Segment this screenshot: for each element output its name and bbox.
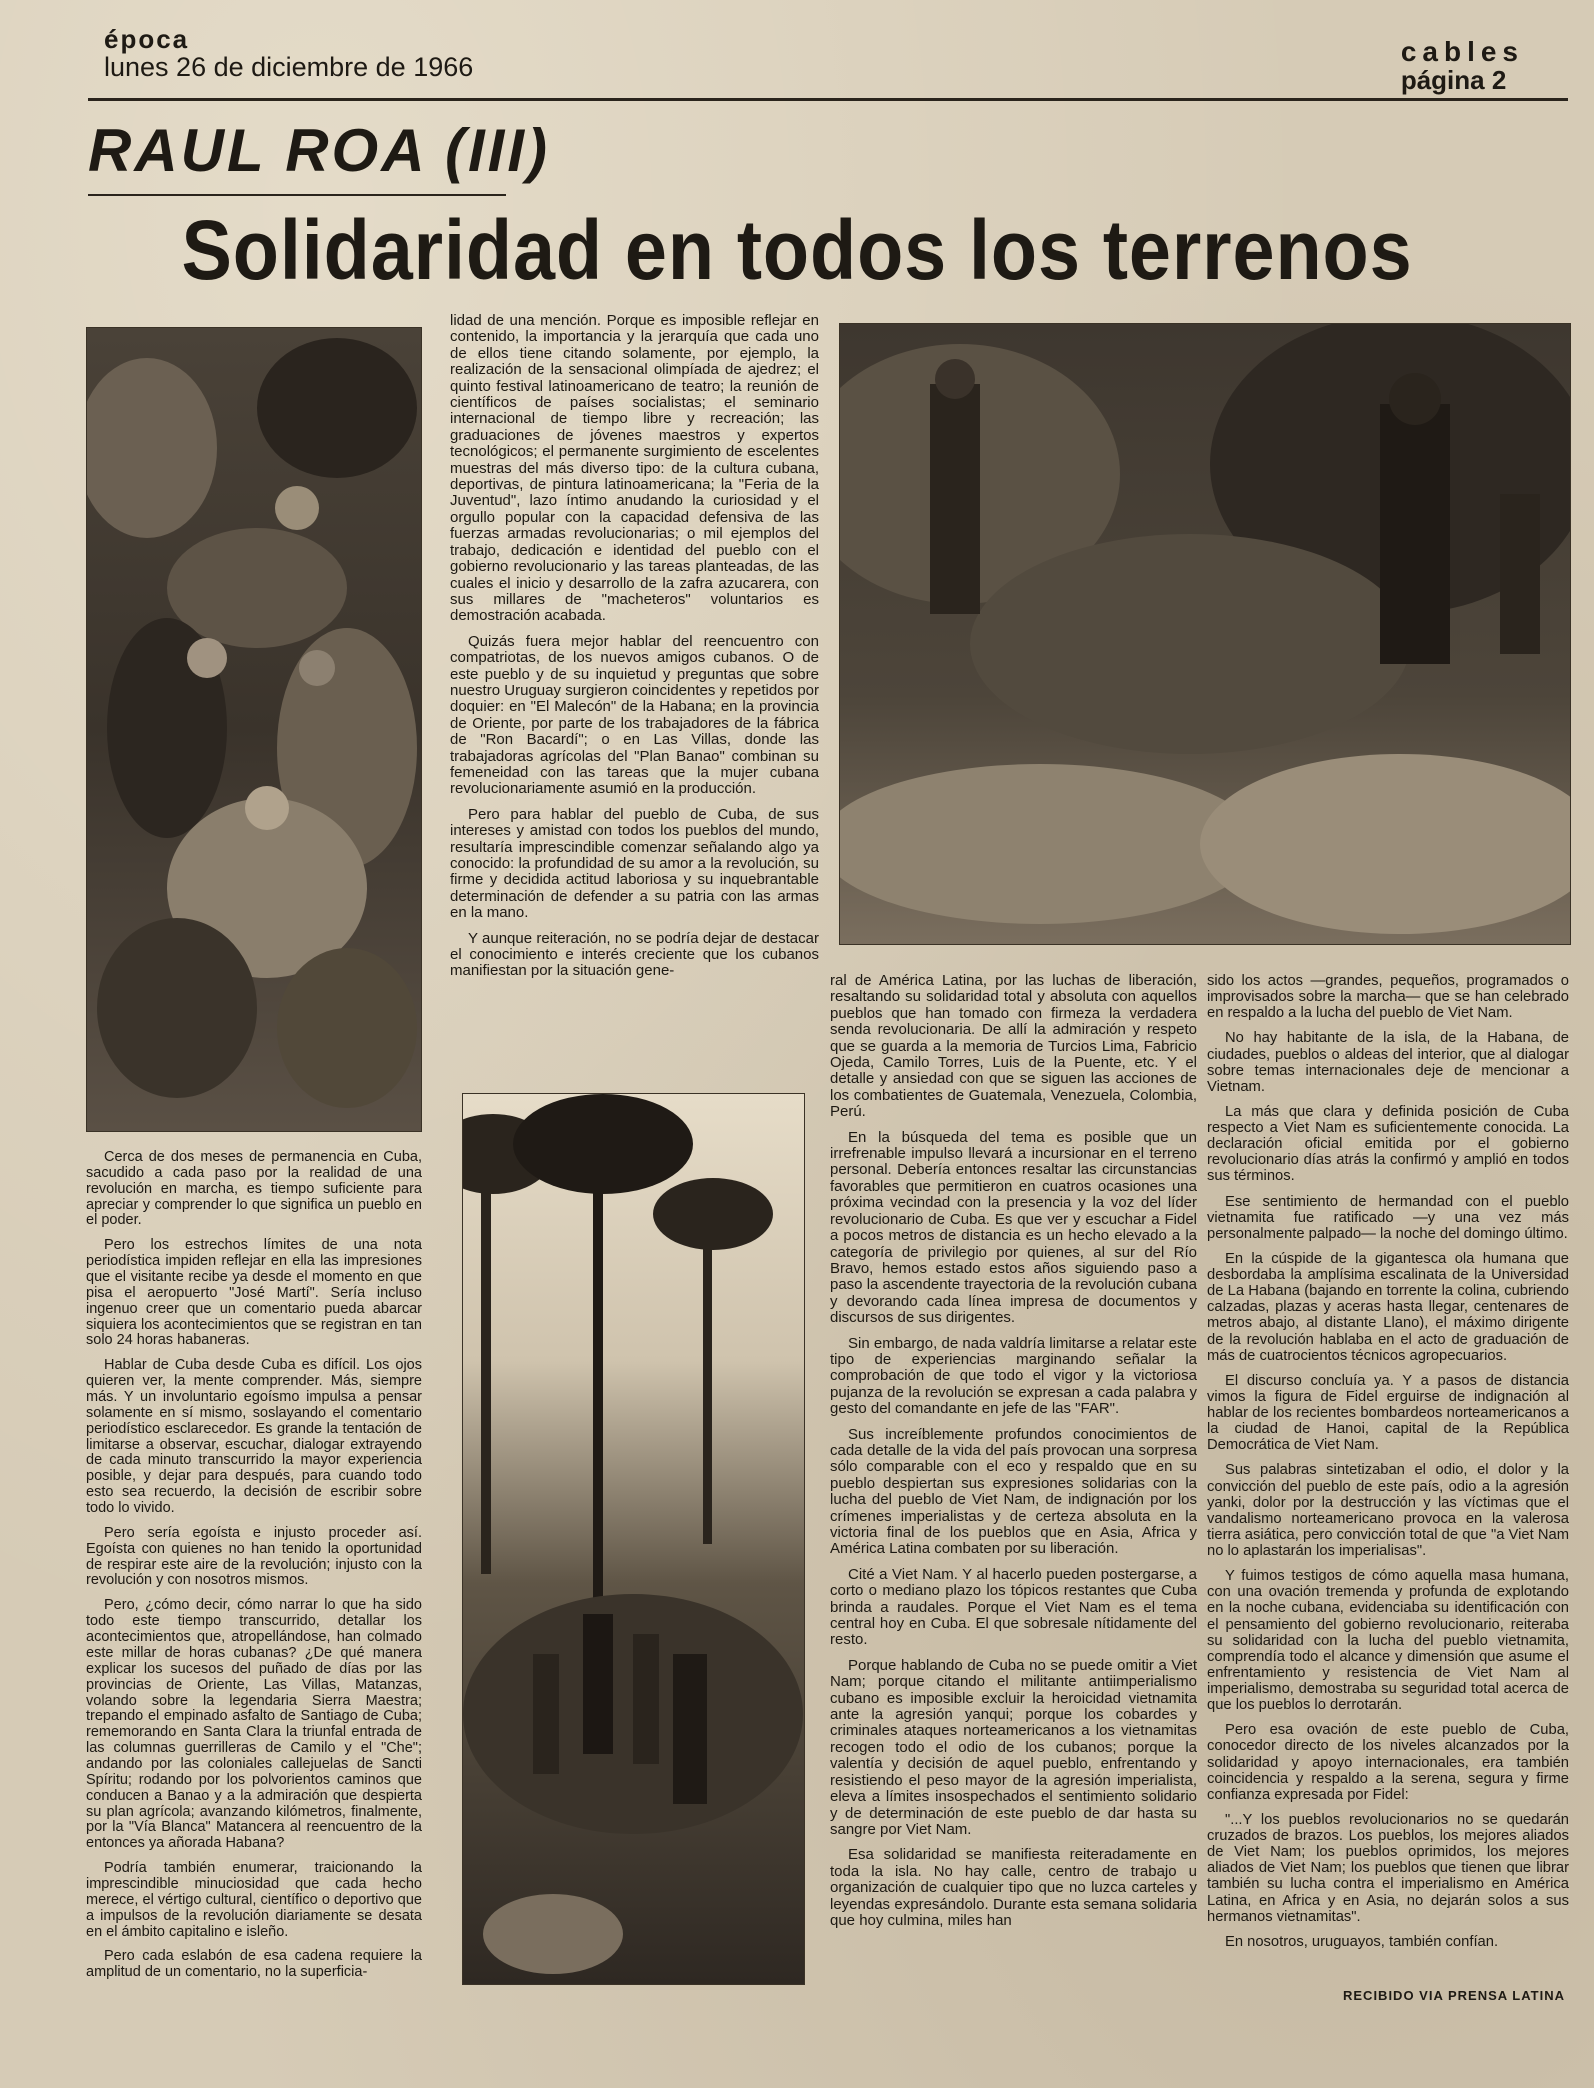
article-column-4 (1207, 973, 1569, 1985)
paragraph: El discurso concluía ya. Y a pasos de distancia vimos la figura de Fidel erguirse de indignación al hablar de los recientes bombardeos norteamericanos a la ciudad de Hanoi, capital de la República Democrática de Viet Nam. (1207, 1372, 1569, 1454)
paragraph: "...Y los pueblos revolucionarios no se quedarán cruzados de brazos. Los pueblos, los mejores aliados de Viet Nam; los pueblos oprimidos, los mejores aliados de Viet Nam; los pueblos que tienen que librar también su lucha contra el imperialismo en América Latina, en Africa y en Asia, no dejarán solos a sus hermanos vietnamitas". (1207, 1811, 1569, 1925)
paragraph: Pero cada eslabón de esa cadena requiere la amplitud de un comentario, no la superficia- (86, 1948, 422, 1981)
paragraph: Sin embargo, de nada valdría limitarse a relatar este tipo de experiencias marginando señalar la comprobación de que todo el vigor y la victoriosa pujanza de la revolución se expresan a cada palabra y gesto del comandante en jefe de las "FAR". (830, 1334, 1197, 1418)
paragraph: Cité a Viet Nam. Y al hacerlo pueden postergarse, a corto o mediano plazo los tópicos restantes que Cuba brinda a raudales. Porque el Viet Nam es el tema central hoy en Cuba. El que sobresale nítidamente del resto. (830, 1565, 1197, 1649)
paragraph: Ese sentimiento de hermandad con el pueblo vietnamita fue ratificado —y una vez más personalmente palpado— la noche del domingo último. (1207, 1193, 1569, 1242)
paragraph: Porque hablando de Cuba no se puede omitir a Viet Nam; porque citando el militante antiimperialismo cubano es imposible excluir la heroicidad vietnamita ante la agresión yanqui; porque los cobardes y criminales ataques norteamericanos a los vietnamitas recogen todo el odio de los cubanos; porque la valentía y decisión de aquel pueblo, enfrentando y resistiendo el peso mayor de la agresión imperialista, eleva a límites insospechados el sentimiento solidario y de determinación de este pueblo de dar hasta su sangre por Viet Nam. (830, 1656, 1197, 1838)
publication-name: época (104, 24, 190, 54)
paragraph: Sus palabras sintetizaban el odio, el dolor y la convicción del pueblo de este país, odio a la agresión yanki, dolor por la destrucción y las víctimas que el vandalismo norteamericano provoca en la valerosa tierra asiática, pero convicción total de que "a Viet Nam no lo aplastarán los imperialisas". (1207, 1462, 1569, 1559)
paragraph: Pero esa ovación de este pueblo de Cuba, conocedor directo de los niveles alcanzados por la solidaridad y apoyo internacionales, era también coincidencia y respaldo a la serena, segura y firme confianza expresada por Fidel: (1207, 1722, 1569, 1803)
paragraph: lidad de una mención. Porque es imposible reflejar en contenido, la importancia y la jerarquía que cada uno de ellos tiene citando solamente, por ejemplo, la realización de la sensacional olimpíada de ajedrez; el quinto festival latinoamericano de teatro; la reunión de científicos de países socialistas; el seminario internacional de tiempo libre y recreación; las graduaciones de jóvenes maestros y expertos tecnológicos; el permanente surgimiento de escelentes muestras del más diverso tipo: de la cultura cubana, deportivas, de pintura latinoamericana; la "Feria de la Juventud", lazo íntimo anudando la curiosidad y el orgullo popular con la capacidad defensiva de las fuerzas armadas revolucionarias; o mil ejemplos del trabajo, dedicación e identidad del pueblo con el gobierno revolucionario y las tareas planteadas, de las cuales el inicio y desarrollo de la zafra azucarera, con sus millares de "macheteros" voluntarios es demostración acabada. (450, 313, 819, 625)
paragraph: Podría también enumerar, traicionando la imprescindible minuciosidad que cada hecho merece, el vértigo cultural, científico o deportivo que a impulsos de la revolución diariamente se desata en el ámbito capitalino e isleño. (86, 1860, 422, 1940)
article-column-3 (830, 973, 1197, 1990)
paragraph: Pero, ¿cómo decir, cómo narrar lo que ha sido todo este tiempo transcurrido, detallar los acontecimientos que, atropellándose, han colmado este millar de horas cubanas? ¿De qué manera explicar los sucesos del puñado de días por las provincias de Oriente, Las Villas, Matanzas, volando sobre la legendaria Sierra Maestra; trepando el empinado asfalto de Santiago de Cuba; rememorando en Santa Clara la triunfal entrada de las columnas guerrilleras de Camilo y el "Che"; andando por las coloniales callejuelas de Sancti Spíritu; rodando por los polvorientos caminos que conducen a Banao y a la admiración que despierta su plan agrícola; avanzando kilómetros, finalmente, por la "Vía Blanca" Matancera al reencuentro de la entonces ya añorada Habana? (86, 1597, 422, 1852)
photo-soldiers (839, 323, 1571, 945)
page-number: página 2 (1400, 65, 1507, 95)
paragraph: Esa solidaridad se manifiesta reiteradamente en toda la isla. No hay calle, centro de trabajo u organización de cualquier tipo que no luzca carteles y leyendas expresándolo. Durante esta semana solidaria que hoy culmina, miles han (830, 1846, 1197, 1929)
paragraph: ral de América Latina, por las luchas de liberación, resaltando su solidaridad total y absoluta con aquellos pueblos que han tomado con firmeza la verdadera senda revolucionaria. De allí la admiración y respeto que se guarda a la memoria de Turcios Lima, Fabricio Ojeda, Camilo Torres, Luis de la Puente, etc. Y el detalle y ansiedad con que se siguen las acciones de los combatientes de Guatemala, Venezuela, Colombia, Perú. (830, 973, 1197, 1121)
issue-date: lunes 26 de diciembre de 1966 (104, 52, 474, 82)
section-name: cables (1400, 36, 1524, 67)
paragraph: En nosotros, uruguayos, también confían. (1225, 1933, 1499, 1950)
paragraph: En la cúspide de la gigantesca ola humana que desbordaba la amplísima escalinata de la Universidad de La Habana (bajando en torrente la colina, cubriendo calzadas, plazas y aceras hasta llegar, centenares de metros abajo, al distante Llano), el máximo dirigente de la revolución hablaba en el acto de graduación de más de cuatrocientos técnicos agropecuarios. (1207, 1250, 1569, 1364)
paragraph: Pero sería egoísta e injusto proceder así. Egoísta con quienes no han tenido la oportunidad de respirar este aire de la revolución; injusto con la revolución y con nosotros mismos. (86, 1524, 422, 1589)
paragraph: Hablar de Cuba desde Cuba es difícil. Los ojos quieren ver, la mente comprender. Más, siempre más. Y un involuntario egoísmo impulsa a pensar solamente en sí mismo, soslayando el comentario periodístico esclarecedor. Es grande la tentación de limitarse a observar, escuchar, dialogar extrayendo de cada minuto transcurrido la mayor experiencia posible, y dejar para después, para cuando todo esto sea recuerdo, la decisión de escribir sobre todo lo vivido. (86, 1357, 422, 1517)
photo-palm-road (462, 1093, 805, 1985)
headline: Solidaridad en todos los terrenos (181, 203, 1413, 297)
paragraph: La más que clara y definida posición de Cuba respecto a Viet Nam es suficientemente conocida. La declaración oficial emitida por el gobierno revolucionario días atrás la confirmó y amplió en todos sus términos. (1207, 1103, 1569, 1185)
series-title: RAUL ROA (III) (88, 117, 550, 184)
masthead-rule (88, 98, 1568, 101)
article-column-2 (450, 313, 819, 1083)
paragraph: Sus increíblemente profundos conocimientos de cada detalle de la vida del país provocan una sorpresa sólo comparable con el eco y respaldo que en su pueblo despiertan sus expresiones solidarias con la lucha del pueblo de Viet Nam, de indignación por los crímenes imperialistas y de certeza absoluta en la victoria final de los pueblos que en Asia, Africa y América Latina combaten por su liberación. (830, 1425, 1197, 1558)
paragraph: Y aunque reiteración, no se podría dejar de destacar el conocimiento e interés creciente que los cubanos manifiestan por la situación gene- (450, 929, 819, 980)
paragraph: sido los actos —grandes, pequeños, programados o improvisados sobre la marcha— que se han celebrado en respaldo a la lucha del pueblo de Viet Nam. (1207, 973, 1569, 1022)
masthead-right (1401, 38, 1524, 94)
paragraph: No hay habitante de la isla, de la Habana, de ciudades, pueblos o aldeas del interior, que al dialogar sobre temas internacionales deje de mencionar a Vietnam. (1207, 1030, 1569, 1095)
photo-crowd (86, 327, 422, 1132)
paragraph: Pero para hablar del pueblo de Cuba, de sus intereses y amistad con todos los pueblos del mundo, resultaría imprescindible comenzar señalando algo ya conocido: la profundidad de su amor a la revolución, su firme y decidida actitud laboriosa y su inquebrantable determinación de defender a su patria con las armas en la mano. (450, 805, 819, 922)
paragraph: En la búsqueda del tema es posible que un irrefrenable impulso llevará a incursionar en el terreno personal. Debería entonces resaltar las circunstancias favorables que permitieron en cuatros ocasiones una próxima vecindad con la presencia y la voz del líder revolucionario de Cuba. Es que ver y escuchar a Fidel a pocos metros de distancia es un hecho elevado a la categoría de privilegio por quienes, al sur del Río Bravo, hemos estado estos años siguiendo paso a paso la ascendente trayectoria de la revolución cubana y devorando cada línea impresa de documentos y discursos de sus dirigentes. (830, 1128, 1197, 1327)
masthead-left (104, 26, 473, 82)
paragraph: Quizás fuera mejor hablar del reencuentro con compatriotas, de los nuevos amigos cubanos. O de este pueblo y de su inquietud y preguntas que sobre nuestro Uruguay surgieron coincidentes y repetidos por doquier: en "El Malecón" de la Habana; en la provincia de Oriente, por parte de los trabajadores de la fábrica de "Ron Bacardí"; o en Las Villas, donde las trabajadoras agrícolas del "Plan Banao" combinan su femeneidad con las tareas que la mujer cubana revolucionariamente asumió en la producción. (450, 632, 819, 798)
article-column-1 (86, 1150, 422, 2000)
paragraph: Cerca de dos meses de permanencia en Cuba, sacudido a cada paso por la realidad de una revolución en marcha, es tiempo suficiente para apreciar y comprender lo que significa un pueblo en el poder. (86, 1150, 422, 1229)
series-rule (88, 194, 506, 196)
wire-credit: RECIBIDO VIA PRENSA LATINA (1343, 1988, 1565, 2003)
paragraph: Y fuimos testigos de cómo aquella masa humana, con una ovación tremenda y profunda de explotando en la noche cubana, evidenciaba su identificación con el pensamiento del gobierno revolucionario, reiteraba su solidaridad con la lucha del pueblo vietnamita, comprendía todo el alcance y dimensión que asume el enfrentamiento y resistencia de Viet Nam al imperialismo, demostraba su seguridad total acerca de que los pueblos lo derrotarán. (1207, 1568, 1569, 1714)
paragraph: Pero los estrechos límites de una nota periodística impiden reflejar en ella las impresiones que el visitante recibe ya desde el momento en que pisa el aeropuerto "José Martí". Sería incluso ingenuo creer que un comentario pueda abarcar siquiera los acontecimientos que se registran en tan solo 24 horas habaneras. (86, 1237, 422, 1349)
